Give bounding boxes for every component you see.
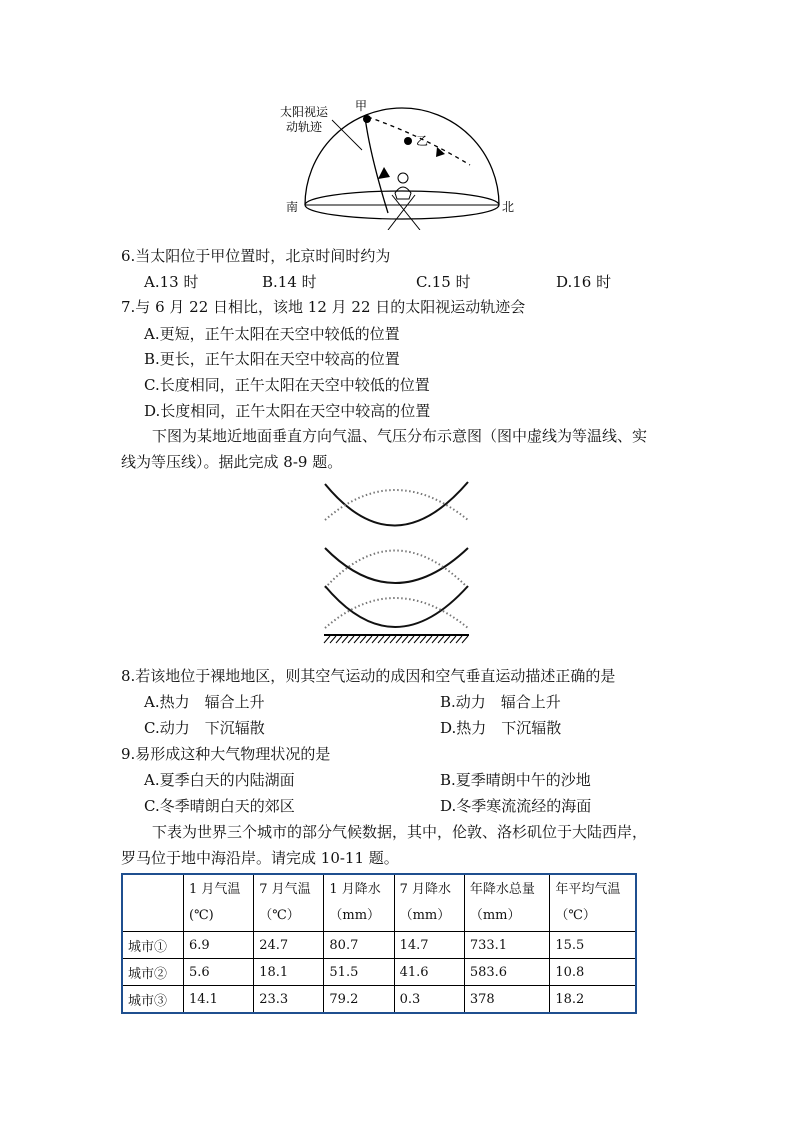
isobar-middle — [325, 548, 468, 583]
table-cell: 14.7 — [394, 932, 464, 959]
q8-option-a[interactable]: A.热力 辐合上升 — [144, 693, 265, 711]
table-cell: 378 — [464, 986, 550, 1014]
table-cell: 14.1 — [184, 986, 254, 1014]
table-row — [122, 959, 636, 986]
table-cell: 18.2 — [550, 986, 636, 1014]
q6-option-d[interactable]: D.16 时 — [556, 273, 612, 291]
table-cell: 51.5 — [324, 959, 394, 986]
q9-option-b[interactable]: B.夏季晴朗中午的沙地 — [440, 771, 591, 789]
q7-option-d[interactable]: D.长度相同，正午太阳在天空中较高的位置 — [144, 402, 431, 420]
label-south: 南 — [286, 200, 299, 214]
q9-stem: 9.易形成这种大气物理状况的是 — [121, 745, 331, 763]
table-cell: 583.6 — [464, 959, 550, 986]
sun-position-yi — [404, 137, 412, 145]
row-label: 城市① — [122, 932, 184, 959]
label-north: 北 — [502, 200, 515, 214]
header-cell: 7 月气温 （℃） — [254, 874, 324, 932]
q6-option-b[interactable]: B.14 时 — [262, 273, 317, 291]
table-cell: 10.8 — [550, 959, 636, 986]
q7-option-b[interactable]: B.更长，正午太阳在天空中较高的位置 — [144, 350, 400, 368]
dashed-arrow — [436, 147, 445, 157]
header-cell: 年平均气温 （℃） — [550, 874, 636, 932]
table-cell: 79.2 — [324, 986, 394, 1014]
isotherm-bottom — [325, 598, 468, 628]
row-label: 城市② — [122, 959, 184, 986]
q7-stem: 7.与 6 月 22 日相比，该地 12 月 22 日的太阳视运动轨迹会 — [121, 298, 526, 316]
q8-stem: 8.若该地位于裸地地区，则其空气运动的成因和空气垂直运动描述正确的是 — [121, 667, 616, 685]
q6-option-c[interactable]: C.15 时 — [416, 273, 471, 291]
q9-option-c[interactable]: C.冬季晴朗白天的郊区 — [144, 797, 295, 815]
q8-option-d[interactable]: D.热力 下沉辐散 — [440, 719, 562, 737]
ground-hatch — [324, 636, 468, 643]
observer-icon — [395, 173, 411, 199]
q8-option-c[interactable]: C.动力 下沉辐散 — [144, 719, 265, 737]
sun-track — [365, 117, 388, 213]
intro-10-11-line1: 下表为世界三个城市的部分气候数据，其中，伦敦、洛杉矶位于大陆西岸， — [152, 823, 648, 841]
table-header-row — [122, 874, 636, 932]
header-cell: 1 月降水 （mm） — [324, 874, 394, 932]
intro-8-9-line1: 下图为某地近地面垂直方向气温、气压分布示意图（图中虚线为等温线、实 — [152, 427, 648, 445]
label-yi: 乙 — [416, 134, 429, 148]
q7-option-a[interactable]: A.更短，正午太阳在天空中较低的位置 — [144, 325, 400, 343]
table-row — [122, 932, 636, 959]
table-cell: 15.5 — [550, 932, 636, 959]
q7-option-c[interactable]: C.长度相同，正午太阳在天空中较低的位置 — [144, 376, 430, 394]
header-cell: 7 月降水 （mm） — [394, 874, 464, 932]
isobar-isotherm-diagram — [322, 478, 472, 648]
table-cell: 41.6 — [394, 959, 464, 986]
table-cell: 6.9 — [184, 932, 254, 959]
table-cell: 5.6 — [184, 959, 254, 986]
table-cell: 23.3 — [254, 986, 324, 1014]
table-row — [122, 986, 636, 1014]
row-label: 城市③ — [122, 986, 184, 1014]
header-cell: 年降水总量 （mm） — [464, 874, 550, 932]
label-jia: 甲 — [355, 99, 368, 113]
label-track-1: 太阳视运 — [280, 105, 329, 119]
isobar-bottom — [325, 586, 468, 627]
q6-option-a[interactable]: A.13 时 — [144, 273, 199, 291]
table-cell: 24.7 — [254, 932, 324, 959]
climate-table — [121, 873, 637, 1014]
header-cell: 1 月气温 (℃) — [184, 874, 254, 932]
intro-10-11-line2: 罗马位于地中海沿岸。请完成 10-11 题。 — [121, 849, 399, 867]
sun-position-jia — [363, 115, 371, 123]
label-track-2: 动轨迹 — [286, 120, 323, 134]
isobar-top — [325, 482, 468, 526]
header-cell — [122, 874, 184, 932]
track-leg-left — [392, 195, 420, 230]
intro-8-9-line2: 线为等压线）。据此完成 8-9 题。 — [121, 453, 343, 471]
table-cell: 0.3 — [394, 986, 464, 1014]
sun-path-diagram — [270, 95, 530, 230]
track-arrow — [378, 167, 390, 179]
q8-option-b[interactable]: B.动力 辐合上升 — [440, 693, 561, 711]
table-cell: 733.1 — [464, 932, 550, 959]
table-cell: 18.1 — [254, 959, 324, 986]
track-leg-right — [388, 195, 415, 230]
q9-option-d[interactable]: D.冬季寒流流经的海面 — [440, 797, 592, 815]
table-cell: 80.7 — [324, 932, 394, 959]
q6-stem: 6.当太阳位于甲位置时，北京时间时约为 — [121, 247, 391, 265]
q9-option-a[interactable]: A.夏季白天的内陆湖面 — [144, 771, 295, 789]
